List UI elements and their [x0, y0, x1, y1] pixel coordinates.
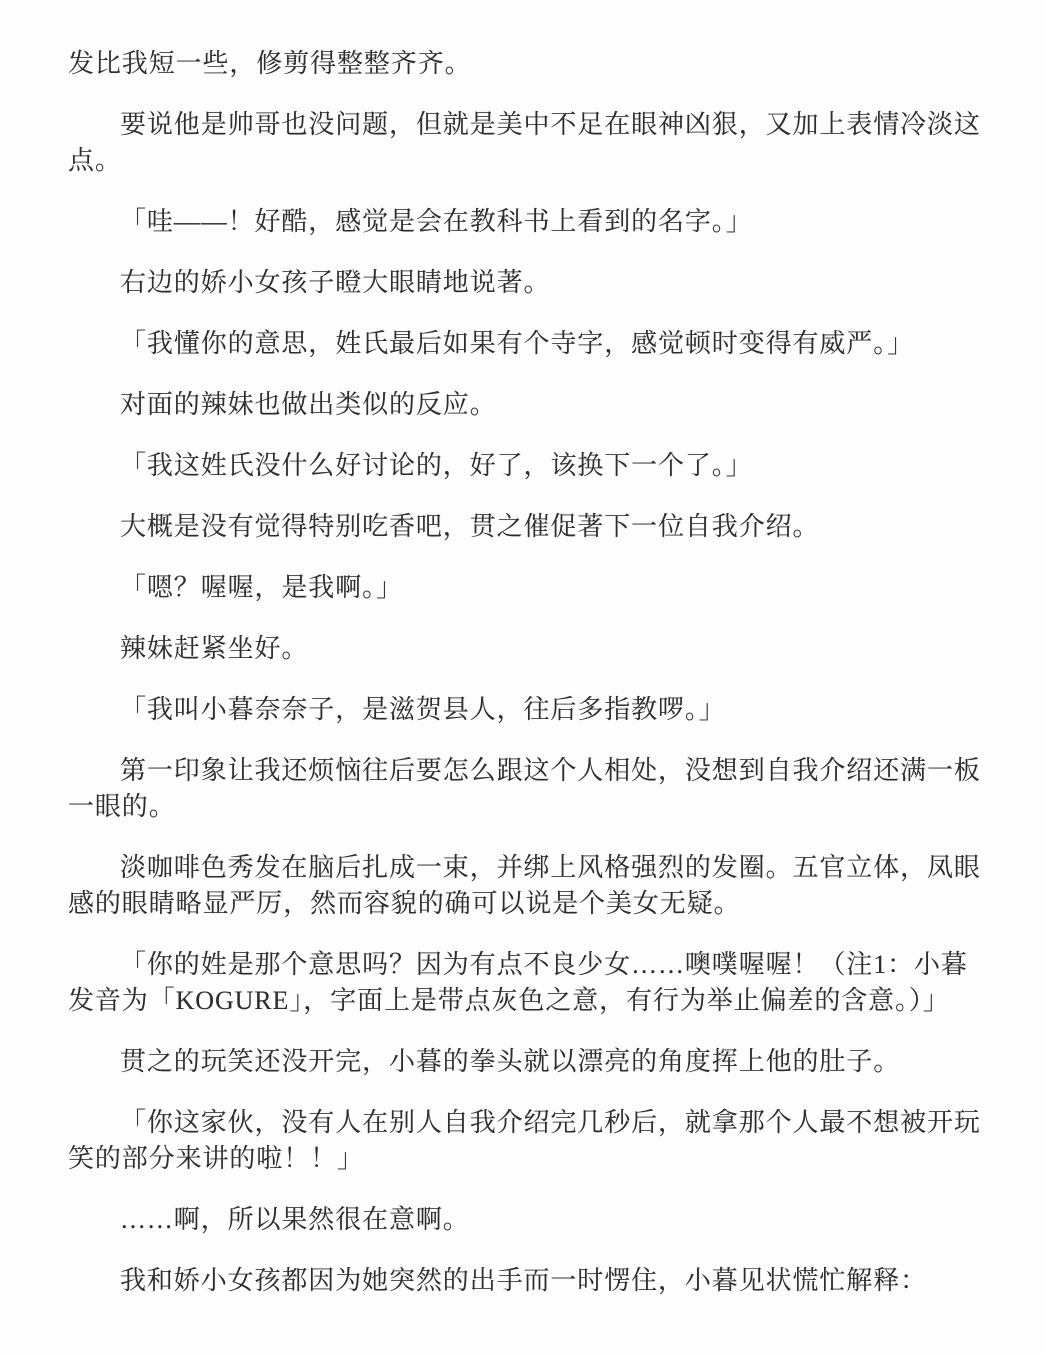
paragraph: 辣妹赶紧坐好。	[120, 634, 309, 663]
paragraph: 要说他是帅哥也没问题，但就是美中不足在眼神凶狠，又加上表情冷淡这点。	[68, 110, 981, 175]
paragraph: 「你这家伙，没有人在别人自我介绍完几秒后，就拿那个人最不想被开玩笑的部分来讲的啦！！」	[68, 1108, 981, 1173]
paragraph: 「哇——！好酷，感觉是会在教科书上看到的名字。」	[120, 207, 753, 236]
paragraph: 「我懂你的意思，姓氏最后如果有个寺字，感觉顿时变得有威严。」	[120, 329, 915, 358]
paragraph: 发比我短一些，修剪得整整齐齐。	[68, 49, 472, 78]
paragraph: 「你的姓是那个意思吗？因为有点不良少女……噢噗喔喔！（注1：小暮发音为「KOGURE」，字面上是带点灰色之意，有行为举止偏差的含意。）」	[68, 950, 968, 1015]
paragraph: ……啊，所以果然很在意啊。	[120, 1205, 470, 1234]
paragraph: 第一印象让我还烦恼往后要怎么跟这个人相处，没想到自我介绍还满一板一眼的。	[68, 756, 981, 821]
paragraph: 贯之的玩笑还没开完，小暮的拳头就以漂亮的角度挥上他的肚子。	[120, 1047, 901, 1076]
paragraph: 「我叫小暮奈奈子，是滋贺县人，往后多指教啰。」	[120, 695, 726, 724]
paragraph: 大概是没有觉得特别吃香吧，贯之催促著下一位自我介绍。	[120, 512, 820, 541]
paragraph: 「我这姓氏没什么好讨论的，好了，该换下一个了。」	[120, 451, 753, 480]
paragraph: 我和娇小女孩都因为她突然的出手而一时愣住，小暮见状慌忙解释：	[120, 1266, 928, 1295]
paragraph: 「嗯？喔喔，是我啊。」	[120, 573, 403, 602]
paragraph: 对面的辣妹也做出类似的反应。	[120, 390, 497, 419]
paragraph: 淡咖啡色秀发在脑后扎成一束，并绑上风格强烈的发圈。五官立体，凤眼感的眼睛略显严厉，然而容貌的确可以说是个美女无疑。	[68, 853, 981, 918]
paragraph: 右边的娇小女孩子瞪大眼睛地说著。	[120, 268, 551, 297]
